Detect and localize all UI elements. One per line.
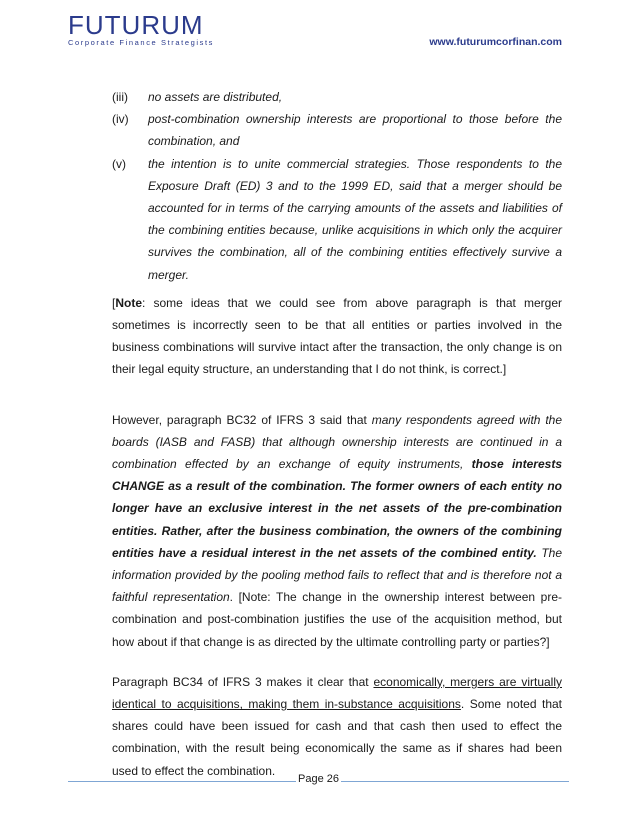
- list-item-number: (iii): [112, 90, 128, 104]
- list-item-text: the intention is to unite commercial strategies. Those respondents to the Exposure Draft (ED) 3 and to the 1999 ED, said that a merger should be accounted for in terms of the carrying amounts of the assets and liabilities of the combining entities because, unlike acquisitions in which only the acquirer survives the combination, all of the combining entities effectively survive a merger.: [148, 156, 562, 282]
- list-item-text: post-combination ownership interests are proportional to those before the combination, and: [148, 112, 562, 149]
- bc32-intro: However, paragraph BC32 of IFRS 3 said that: [112, 412, 372, 427]
- bc32-paragraph: [112, 409, 562, 653]
- bc32-quote-tail: The information provided by the pooling method fails to reflect that and is therefore not a faithful representation: [112, 545, 562, 605]
- bc34-underlined: economically, mergers are virtually identical to acquisitions, making them in-substance acquisitions: [112, 674, 562, 712]
- page-number: Page 26: [298, 773, 339, 785]
- note-label: Note: [115, 295, 143, 310]
- bc34-rest: . Some noted that shares could have been issued for cash and that cash then used to effect the combination, with the result being economically the same as if shares had been used to effect the combination.: [112, 697, 562, 778]
- bc32-quote-italic: many respondents agreed with the boards (IASB and FASB) that although ownership interests are continued in a combination effected by an exchange of equity instruments,: [112, 412, 562, 472]
- bc32-note: . [Note: The change in the ownership interest between pre-combination and post-combination justifies the use of the acquisition method, but how about if that change is as directed by the ultimate controlling party or parties?]: [112, 590, 562, 649]
- logo-tagline: Corporate Finance Strategists: [68, 38, 215, 47]
- footer-rule-left: [68, 781, 296, 782]
- list-item-number: (v): [112, 156, 126, 171]
- list-item: [112, 86, 562, 108]
- list-item: [112, 153, 562, 286]
- bc34-intro: Paragraph BC34 of IFRS 3 makes it clear that: [112, 674, 374, 689]
- futurum-logo: [68, 12, 214, 47]
- note-text: : some ideas that we could see from above paragraph is that merger sometimes is incorrectly seen to be that all entities or parties involved in the business combinations will survive intact after the transaction, the only change is on their legal equity structure, an understanding that I do not think, is correct.]: [112, 295, 562, 377]
- note-paragraph: [112, 292, 562, 381]
- document-body: [112, 86, 562, 782]
- bc32-quote-bold: those interests CHANGE as a result of the combination. The former owners of each entity no longer have an exclusive interest in the net assets of the pre-combination entities. Rather, after the business combination, the owners of the combining entities have a residual interest in the net assets of the combined entity.: [112, 457, 562, 560]
- note-open-bracket: [: [112, 295, 116, 310]
- logo-wordmark: FUTURUM: [68, 10, 204, 40]
- page-footer: [68, 771, 569, 791]
- list-item-number: (iv): [112, 112, 129, 127]
- bc34-paragraph: [112, 671, 562, 782]
- list-item: [112, 108, 562, 152]
- list-item-text: no assets are distributed,: [148, 90, 283, 104]
- website-url: www.futurumcorfinan.com: [429, 36, 562, 48]
- page-header: [0, 0, 638, 60]
- footer-rule-right: [341, 781, 569, 782]
